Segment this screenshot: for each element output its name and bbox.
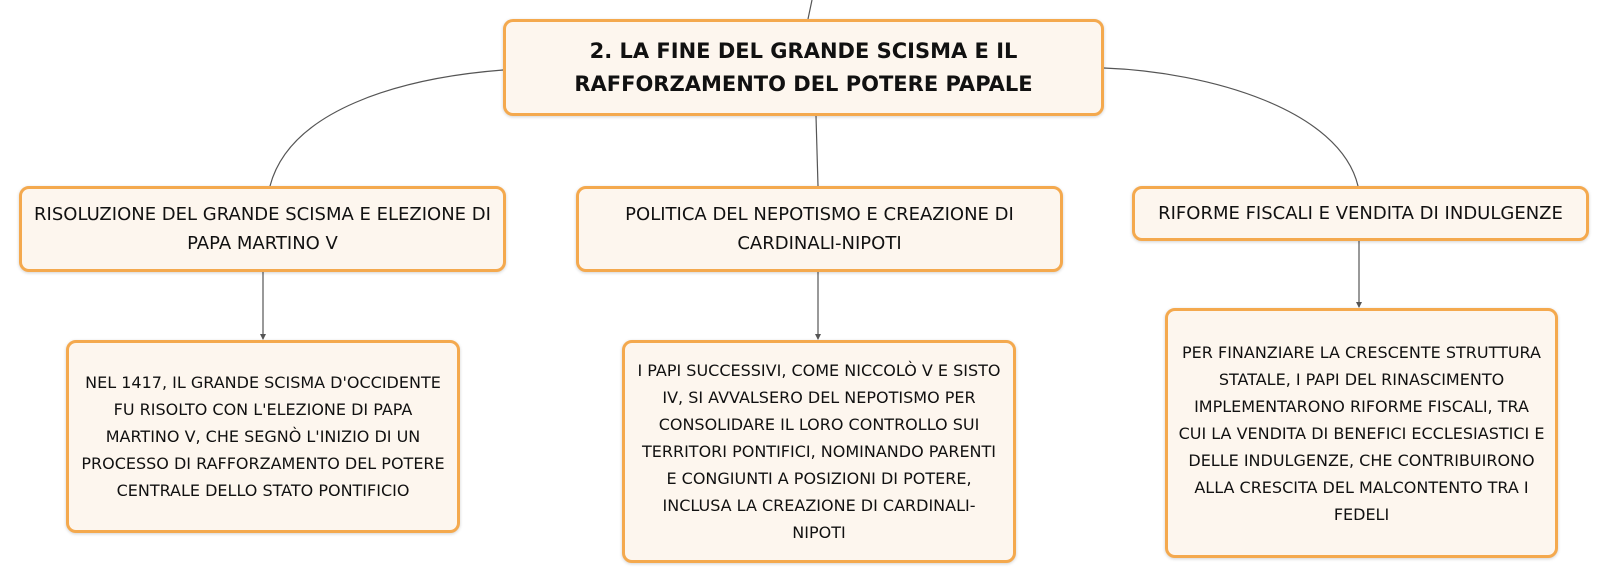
root-topic-node[interactable] xyxy=(503,19,1104,116)
detail-text xyxy=(637,357,1000,546)
detail-line: E CONGIUNTI A POSIZIONI DI POTERE, xyxy=(666,469,972,488)
detail-line: IMPLEMENTARONO RIFORME FISCALI, TRA xyxy=(1194,396,1529,416)
detail-line: IV, SI AVVALSERO DEL NEPOTISMO PER xyxy=(662,388,976,407)
detail-line: INCLUSA LA CREAZIONE DI CARDINALI- xyxy=(662,496,976,515)
detail-line: NIPOTI xyxy=(792,523,846,542)
detail-node-fiscal-reforms[interactable] xyxy=(1165,308,1558,558)
topic-node-fiscal-reforms[interactable] xyxy=(1132,186,1589,241)
detail-line: CONSOLIDARE IL LORO CONTROLLO SUI xyxy=(658,415,980,434)
topic-text xyxy=(1158,199,1563,228)
detail-line: I PAPI SUCCESSIVI, COME NICCOLÒ V E SISTO xyxy=(637,361,1001,380)
detail-line: FEDELI xyxy=(1333,504,1390,524)
connector-root-to-middle xyxy=(816,116,818,186)
detail-node-schism-resolution[interactable] xyxy=(66,340,460,533)
topic-node-schism-resolution[interactable] xyxy=(19,186,506,272)
connector-incoming xyxy=(808,0,812,19)
detail-text xyxy=(1179,339,1545,528)
detail-line: DELLE INDULGENZE, CHE CONTRIBUIRONO xyxy=(1188,450,1535,470)
topic-line: POLITICA DEL NEPOTISMO E CREAZIONE DI xyxy=(625,204,1014,225)
root-topic-line: 2. LA FINE DEL GRANDE SCISMA E IL xyxy=(589,38,1018,63)
topic-line: CARDINALI-NIPOTI xyxy=(737,233,902,254)
topic-line: PAPA MARTINO V xyxy=(187,233,338,254)
topic-line: RIFORME FISCALI E VENDITA DI INDULGENZE xyxy=(1158,203,1563,224)
detail-node-nepotism[interactable] xyxy=(622,340,1016,563)
detail-line: PER FINANZIARE LA CRESCENTE STRUTTURA xyxy=(1182,342,1541,362)
detail-line: NEL 1417, IL GRANDE SCISMA D'OCCIDENTE xyxy=(85,373,441,392)
detail-line: ALLA CRESCITA DEL MALCONTENTO TRA I xyxy=(1194,477,1529,497)
connector-root-to-left xyxy=(270,70,503,186)
topic-text xyxy=(34,200,491,258)
detail-line: STATALE, I PAPI DEL RINASCIMENTO xyxy=(1218,369,1505,389)
detail-line: CENTRALE DELLO STATO PONTIFICIO xyxy=(116,481,410,500)
topic-node-nepotism[interactable] xyxy=(576,186,1063,272)
detail-line: TERRITORI PONTIFICI, NOMINANDO PARENTI xyxy=(641,442,997,461)
detail-text xyxy=(81,369,444,504)
detail-line: MARTINO V, CHE SEGNÒ L'INIZIO DI UN xyxy=(105,427,421,446)
topic-text xyxy=(625,200,1014,258)
connector-root-to-right xyxy=(1104,68,1358,186)
topic-line: RISOLUZIONE DEL GRANDE SCISMA E ELEZIONE DI xyxy=(34,204,491,225)
root-topic-line: RAFFORZAMENTO DEL POTERE PAPALE xyxy=(574,71,1033,96)
root-topic-text xyxy=(574,35,1032,101)
detail-line: CUI LA VENDITA DI BENEFICI ECCLESIASTICI E xyxy=(1178,423,1545,443)
detail-line: FU RISOLTO CON L'ELEZIONE DI PAPA xyxy=(113,400,413,419)
detail-line: PROCESSO DI RAFFORZAMENTO DEL POTERE xyxy=(81,454,445,473)
